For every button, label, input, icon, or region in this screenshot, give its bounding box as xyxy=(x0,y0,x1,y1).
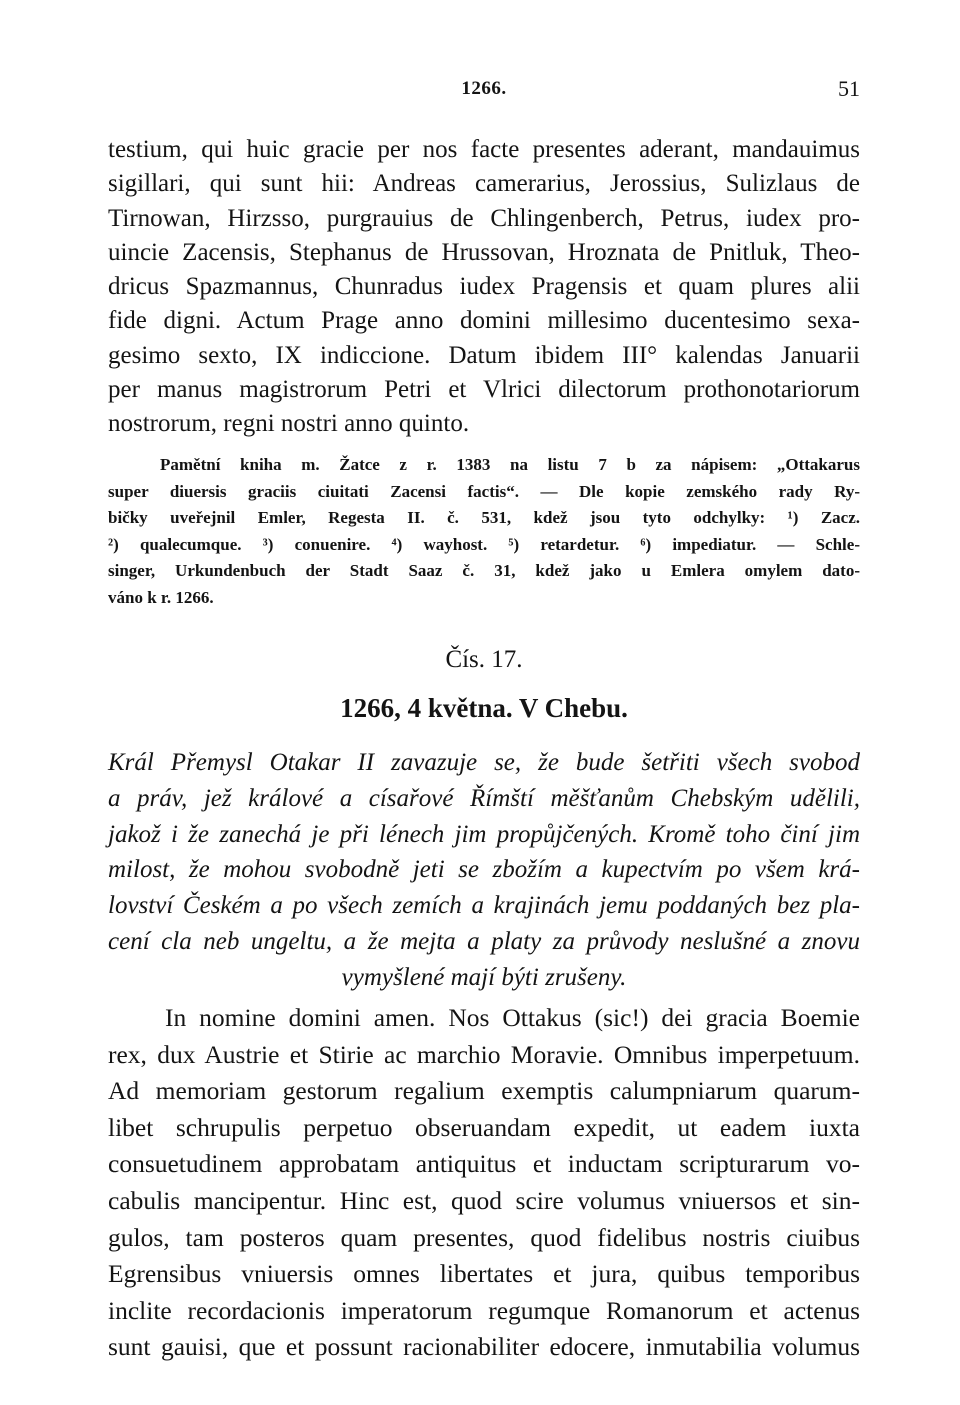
text-line: libet schrupulis perpetuo obseruandam expedit, ut eadem iuxta xyxy=(108,1112,860,1142)
document-number: Čís. 17. xyxy=(445,646,523,673)
charter-text-continued xyxy=(108,133,860,442)
text-line: per manus magistrorum Petri et Vlrici dilectorum prothonotariorum xyxy=(108,376,860,404)
text-line: uincie Zacensis, Stephanus de Hrussovan, Hroznata de Pnitluk, Theo- xyxy=(108,238,860,266)
note-line: super diuersis graciis ciuitati Zacensi factis“. — Dle kopie zemského rady Ry- xyxy=(108,481,860,501)
text-line: Egrensibus vniuersis omnes libertates et jura, quibus temporibus xyxy=(108,1259,860,1289)
note-line: bičky uveřejnil Emler, Regesta II. č. 531, kdež jsou tyto odchylky: ¹) Zacz. xyxy=(108,508,860,527)
page-header xyxy=(108,78,860,108)
note-line: singer, Urkundenbuch der Stadt Saaz č. 31, kdež jako u Emlera omylem dato- xyxy=(108,561,860,580)
charter-text xyxy=(108,1000,860,1366)
text-line: consuetudinem approbatam antiquitus et inductam scripturarum vo- xyxy=(108,1149,860,1179)
summary-line: milost, že mohou svobodně jeti se zbožím a kupectvím po všem krá- xyxy=(108,856,860,884)
text-line: gesimo sexto, IX indiccione. Datum ibidem III° kalendas Januarii xyxy=(108,341,860,369)
summary-line: lovství Českém a po všech zemích a krajinách jemu poddaných bez pla- xyxy=(108,892,860,920)
text-line: rex, dux Austrie et Stirie ac marchio Moravie. Omnibus imperpetuum. xyxy=(108,1039,860,1069)
summary-line: vymyšlené mají býti zrušeny. xyxy=(341,963,627,991)
text-line: In nomine domini amen. Nos Ottakus (sic!) dei gracia Boemie xyxy=(165,1003,860,1032)
text-line: cabulis mancipentur. Hinc est, quod scire volumus vniuersos et sin- xyxy=(108,1185,860,1215)
text-line: nostrorum, regni nostri anno quinto. xyxy=(108,410,470,438)
note-line: váno k r. 1266. xyxy=(108,587,214,607)
summary-line: jakož i že zanechá je při lénech jim propůjčených. Kromě toho činí jim xyxy=(108,820,860,848)
text-line: gulos, tam posteros quam presentes, quod fidelibus nostris ciuibus xyxy=(108,1222,860,1252)
text-line: Ad memoriam gestorum regalium exemptis calumpniarum quarum- xyxy=(108,1076,860,1106)
summary-line: Král Přemysl Otakar II zavazuje se, že bude šetřiti všech svobod xyxy=(108,749,860,776)
text-line: Tirnowan, Hirzsso, purgrauius de Chlingenberch, Petrus, iudex pro- xyxy=(108,204,860,232)
page-number: 51 xyxy=(838,76,860,101)
note-line: Pamětní kniha m. Žatce z r. 1383 na listu 7 b za nápisem: „Ottakarus xyxy=(160,455,860,474)
summary-line: cení cla neb ungeltu, a že mejta a platy za průvody neslušné a znovu xyxy=(108,927,860,955)
source-notes xyxy=(108,452,860,611)
text-line: sigillari, qui sunt hii: Andreas camerarius, Jerossius, Sulizlaus de xyxy=(108,170,860,198)
note-line: ²) qualecumque. ³) conuenire. ⁴) wayhost. ⁵) retardetur. ⁶) impediatur. — Schle- xyxy=(108,534,860,554)
text-line: inclite recordacionis imperatorum regumque Romanorum et actenus xyxy=(108,1295,860,1325)
running-head-year: 1266. xyxy=(461,78,507,99)
text-line: sunt gauisi, que et possunt racionabiliter edocere, inmutabilia volumus xyxy=(108,1332,860,1362)
document-heading: 1266, 4 května. V Chebu. xyxy=(340,693,628,723)
text-line: testium, qui huic gracie per nos facte presentes aderant, mandauimus xyxy=(108,136,860,163)
text-line: fide digni. Actum Prage anno domini millesimo ducentesimo sexa- xyxy=(108,307,860,335)
text-line: dricus Spazmannus, Chunradus iudex Pragensis et quam plures alii xyxy=(108,273,860,301)
summary-line: a práv, jež králové a císařové Římští měšťanům Chebským udělili, xyxy=(108,784,860,812)
czech-summary xyxy=(108,745,860,996)
